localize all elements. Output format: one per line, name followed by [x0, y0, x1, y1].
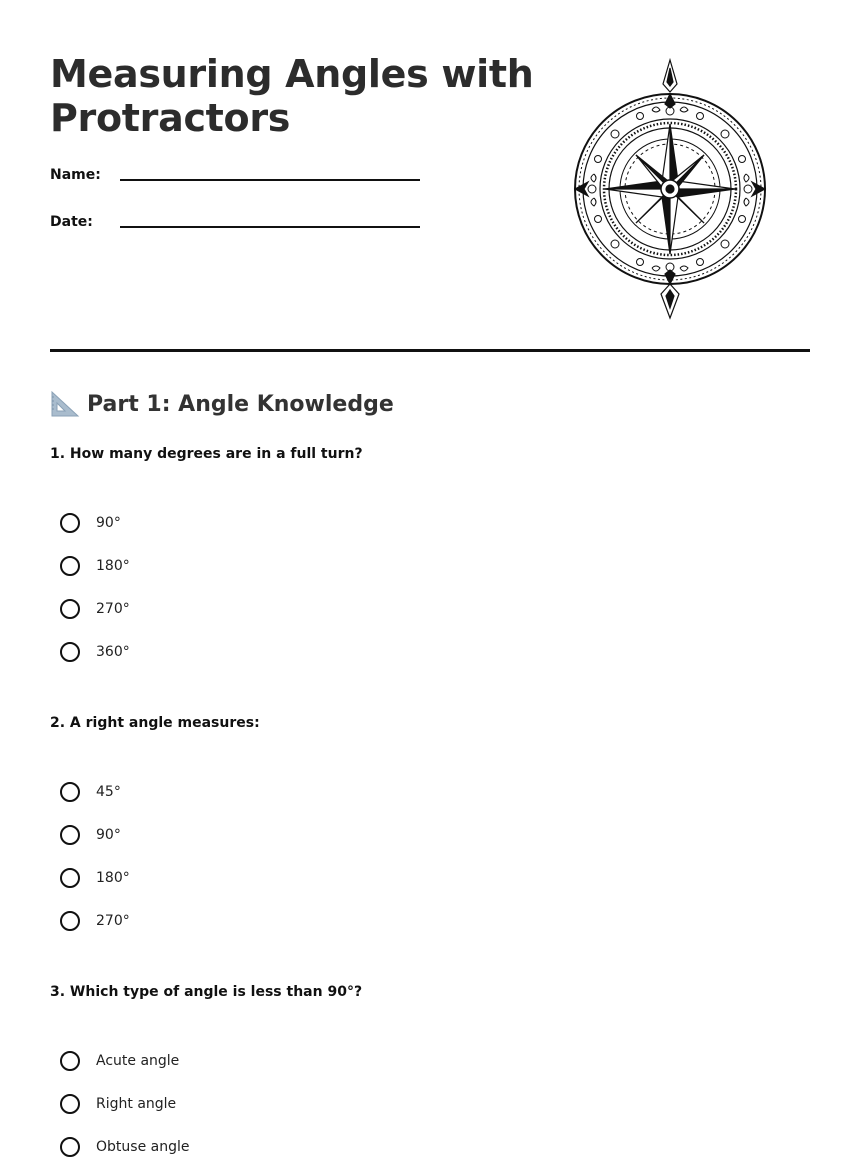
radio-button[interactable] — [60, 513, 80, 533]
option-label: Acute angle — [96, 1052, 180, 1069]
answer-option[interactable] — [60, 587, 130, 630]
answer-options — [60, 501, 130, 673]
answer-options — [60, 1039, 189, 1168]
option-label: 90° — [96, 514, 121, 531]
answer-option[interactable] — [60, 1039, 189, 1082]
part-1-title: Part 1: Angle Knowledge — [87, 391, 394, 417]
set-square-icon — [50, 389, 80, 419]
question-text: 2. A right angle measures: — [50, 715, 260, 731]
answer-option[interactable] — [60, 899, 130, 942]
question-2 — [50, 714, 810, 929]
option-label: 90° — [96, 826, 121, 843]
answer-option[interactable] — [60, 1082, 189, 1125]
radio-button[interactable] — [60, 782, 80, 802]
answer-option[interactable] — [60, 770, 130, 813]
option-label: 180° — [96, 869, 130, 886]
question-text: 1. How many degrees are in a full turn? — [50, 446, 363, 462]
radio-button[interactable] — [60, 825, 80, 845]
date-label: Date: — [50, 214, 93, 230]
question-3 — [50, 983, 810, 1155]
answer-option[interactable] — [60, 501, 130, 544]
answer-options — [60, 770, 130, 942]
radio-button[interactable] — [60, 1137, 80, 1157]
header-divider — [50, 349, 810, 352]
radio-button[interactable] — [60, 911, 80, 931]
option-label: Obtuse angle — [96, 1138, 190, 1155]
compass-rose-icon — [570, 58, 770, 320]
answer-option[interactable] — [60, 544, 130, 587]
name-input-line[interactable] — [120, 179, 420, 181]
radio-button[interactable] — [60, 1094, 80, 1114]
radio-button[interactable] — [60, 599, 80, 619]
date-field — [50, 213, 430, 237]
radio-button[interactable] — [60, 868, 80, 888]
question-text: 3. Which type of angle is less than 90°? — [50, 984, 363, 1000]
answer-option[interactable] — [60, 630, 130, 673]
name-field — [50, 166, 430, 190]
option-label: 270° — [96, 912, 130, 929]
page-title: Measuring Angles with Protractors — [50, 52, 534, 140]
option-label: Right angle — [96, 1095, 177, 1112]
radio-button[interactable] — [60, 1051, 80, 1071]
answer-option[interactable] — [60, 856, 130, 899]
option-label: 360° — [96, 643, 130, 660]
radio-button[interactable] — [60, 556, 80, 576]
name-label: Name: — [50, 167, 101, 183]
date-input-line[interactable] — [120, 226, 420, 228]
answer-option[interactable] — [60, 813, 130, 856]
question-1 — [50, 445, 810, 660]
option-label: 45° — [96, 783, 121, 800]
option-label: 180° — [96, 557, 130, 574]
radio-button[interactable] — [60, 642, 80, 662]
part-1-heading — [50, 388, 394, 420]
option-label: 270° — [96, 600, 130, 617]
answer-option[interactable] — [60, 1125, 189, 1168]
